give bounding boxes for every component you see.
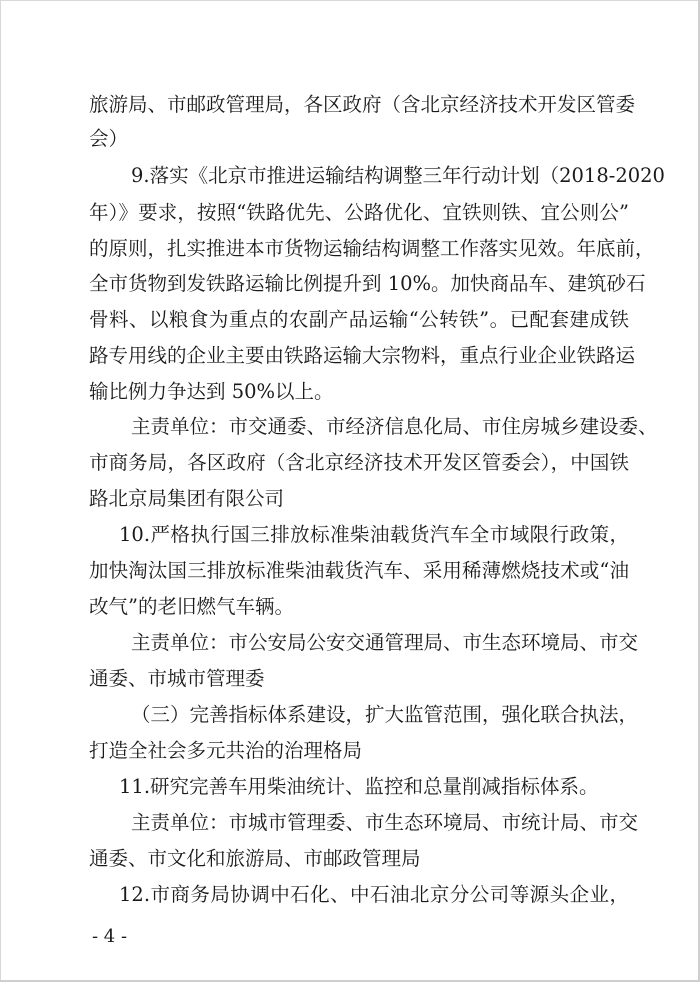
page-number: - 4 - (92, 926, 128, 947)
item-12-heading: 12.市商务局协调中石化、中石油北京分公司等源头企业， (119, 883, 629, 906)
text-line: 加快淘汰国三排放标准柴油载货汽车、采用稀薄燃烧技术或“油 (89, 559, 629, 582)
responsible-units: 主责单位：市交通委、市经济信息化局、市住房城乡建设委、 (131, 415, 658, 438)
text-line: 全市货物到发铁路运输比例提升到 10%。加快商品车、建筑砂石 (89, 272, 646, 295)
item-10-heading: 10.严格执行国三排放标准柴油载货汽车全市域限行政策， (119, 523, 629, 546)
text-line: 路北京局集团有限公司 (89, 487, 285, 510)
item-11-heading: 11.研究完善车用柴油统计、监控和总量削减指标体系。 (119, 775, 599, 798)
text-line: 路专用线的企业主要由铁路运输大宗物料，重点行业企业铁路运 (89, 344, 636, 367)
text-line: 骨料、以粮食为重点的农副产品运输“公转铁”。已配套建成铁 (89, 308, 629, 331)
text-line: 改气”的老旧燃气车辆。 (89, 595, 294, 618)
text-line: 通委、市文化和旅游局、市邮政管理局 (89, 847, 421, 870)
text-line: 会） (89, 127, 129, 150)
text-line: 的原则，扎实推进本市货物运输结构调整工作落实见效。年底前， (89, 237, 655, 260)
item-9-heading: 9.落实《北京市推进运输结构调整三年行动计划（2018-2020 (131, 164, 665, 187)
text-line: 旅游局、市邮政管理局，各区政府（含北京经济技术开发区管委 (89, 93, 636, 116)
responsible-units: 主责单位：市城市管理委、市生态环境局、市统计局、市交 (131, 811, 639, 834)
section-heading: （三）完善指标体系建设，扩大监管范围，强化联合执法， (131, 703, 639, 726)
text-line: 年）》要求，按照“铁路优先、公路优化、宜铁则铁、宜公则公” (89, 201, 629, 224)
text-line: 输比例力争达到 50%以上。 (89, 380, 334, 403)
text-line: 市商务局，各区政府（含北京经济技术开发区管委会），中国铁 (89, 451, 629, 474)
text-line: 通委、市城市管理委 (89, 667, 265, 690)
responsible-units: 主责单位：市公安局公安交通管理局、市生态环境局、市交 (131, 631, 639, 654)
section-heading-cont: 打造全社会多元共治的治理格局 (89, 739, 363, 762)
